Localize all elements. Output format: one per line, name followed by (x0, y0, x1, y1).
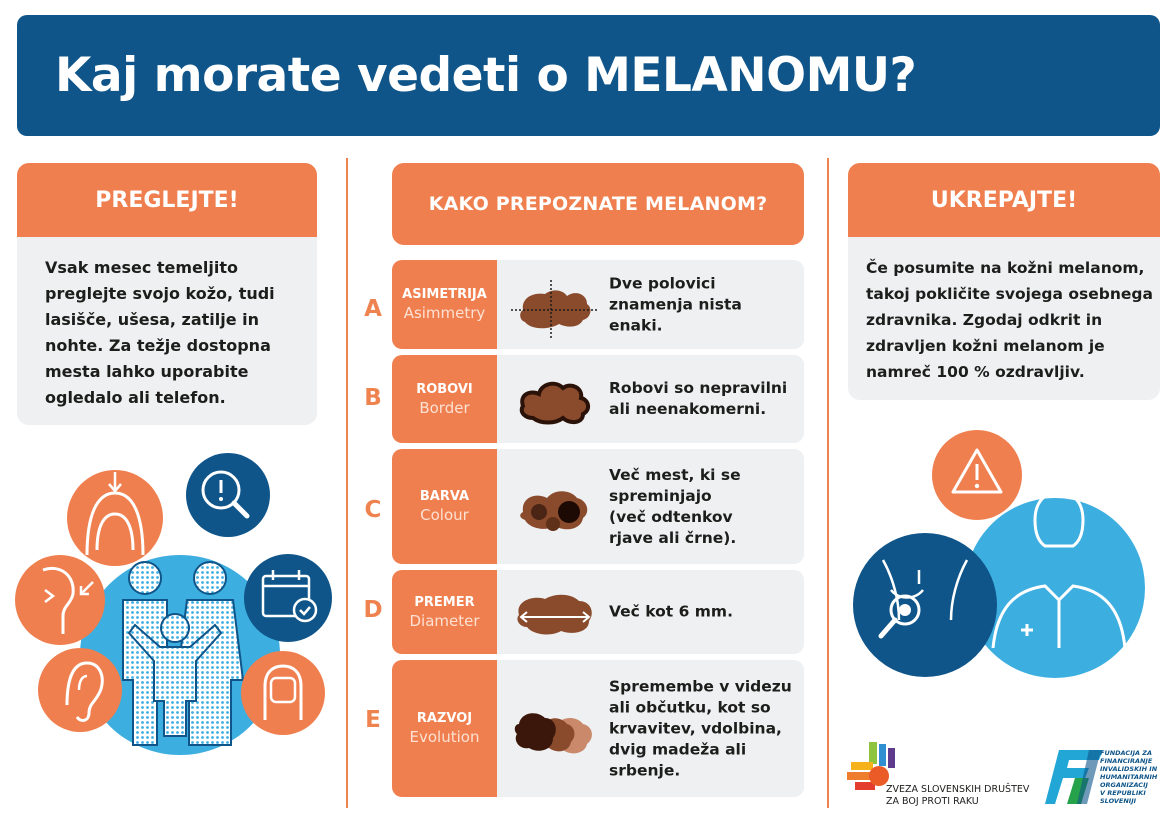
calendar-check-icon (244, 554, 332, 642)
row-letter: C (364, 497, 382, 523)
abcde-row-border (392, 355, 804, 443)
left-heading-text: PREGLEJTE! (95, 187, 239, 213)
multicolour-mole-icon (509, 472, 599, 542)
ear-icon (38, 648, 122, 732)
left-text-panel (17, 237, 317, 425)
row-label: ROBOVI (416, 381, 473, 397)
page-title: Kaj morate vedeti o MELANOMU? (55, 48, 917, 103)
column-divider-right (827, 158, 829, 808)
fund-line: ORGANIZACIJ (1100, 781, 1148, 789)
right-paragraph (866, 255, 1156, 385)
desc-line: Več mest, ki se (609, 465, 741, 484)
row-label-box (392, 660, 497, 797)
row-sublabel: Colour (420, 506, 469, 524)
row-description (609, 465, 794, 549)
left-line: mesta lahko uporabite (45, 362, 249, 381)
desc-line: enaki. (609, 316, 663, 334)
fund-line: FUNDACIJA ZA (1100, 749, 1153, 757)
left-line: preglejte svojo kožo, tudi (45, 284, 275, 303)
row-letter: A (364, 296, 382, 322)
row-description (609, 378, 794, 420)
body-check-icon (853, 533, 997, 677)
fundacija-logo-text (1100, 749, 1157, 805)
abcde-row-asymmetry (392, 260, 804, 349)
fingernail-icon (241, 651, 325, 735)
row-letter: B (364, 385, 382, 411)
self-exam-illustration (15, 450, 340, 790)
row-letter: E (365, 707, 381, 733)
desc-line: Robovi so nepravilni (609, 379, 788, 397)
row-sublabel: Evolution (409, 728, 480, 746)
left-line: Vsak mesec temeljito (45, 258, 238, 277)
doctor-consult-illustration (845, 430, 1160, 685)
left-line: nohte. Za težje dostopna (45, 336, 271, 355)
neck-check-icon (15, 555, 105, 645)
desc-line: srbenje. (609, 761, 681, 779)
row-body (497, 570, 804, 654)
row-body (497, 355, 804, 443)
right-line (866, 255, 1156, 281)
evolving-mole-icon (509, 694, 599, 764)
magnifier-alert-icon (186, 453, 270, 537)
right-line (866, 307, 1156, 333)
right-heading-text: UKREPAJTE! (930, 187, 1078, 213)
fund-line: INVALIDSKIH IN (1100, 765, 1158, 773)
scalp-icon (67, 470, 163, 566)
abcde-row-colour (392, 449, 804, 564)
fundacija-logo (1045, 748, 1107, 806)
right-line-plain: Če posumite na kožni melanom, (866, 259, 1145, 277)
row-label-box (392, 570, 497, 654)
middle-heading-text: KAKO PREPOZNATE MELANOM? (428, 193, 768, 215)
desc-line: dvig madeža ali (609, 740, 747, 758)
right-line (866, 359, 1156, 385)
desc-line: spreminjajo (609, 486, 712, 505)
right-line (866, 281, 1156, 307)
row-letter: D (363, 597, 383, 623)
abcde-row-diameter (392, 570, 804, 654)
zveza-line: ZA BOJ PROTI RAKU (886, 796, 979, 807)
row-body (497, 260, 804, 349)
desc-line: ali neenakomerni. (609, 400, 767, 418)
diameter-mole-icon (509, 577, 599, 647)
zveza-logo-text (886, 784, 1029, 808)
row-sublabel: Asimmetry (403, 304, 486, 322)
warning-icon (932, 430, 1022, 520)
right-line-strong: zdravljen kožni melanom je (866, 337, 1105, 355)
right-text-panel (848, 237, 1160, 400)
desc-line: ali občutku, kot so (609, 698, 771, 716)
row-label: PREMER (414, 594, 475, 610)
row-label: BARVA (419, 489, 470, 504)
desc-line: Dve polovici (609, 274, 716, 292)
desc-line: znamenja nista (609, 295, 742, 313)
middle-heading (392, 163, 804, 245)
right-heading (848, 163, 1160, 237)
desc-line: Več kot 6 mm. (609, 602, 733, 621)
row-sublabel: Border (419, 398, 470, 417)
right-line-plain: takoj pokličite svojega osebnega (866, 285, 1153, 303)
asymmetric-mole-icon (509, 270, 599, 340)
header-banner (17, 15, 1160, 136)
row-label-box (392, 355, 497, 443)
desc-line: rjave ali črne). (609, 528, 737, 547)
zveza-line: ZVEZA SLOVENSKIH DRUŠTEV (886, 784, 1030, 795)
column-divider-left (346, 158, 348, 808)
row-body (497, 660, 804, 797)
fund-line: HUMANITARNIH (1100, 773, 1158, 781)
row-description (609, 273, 794, 336)
row-description (609, 602, 794, 623)
right-line-strong: Zgodaj odkrit in (962, 311, 1103, 329)
desc-line: krvavitev, vdolbina, (609, 719, 782, 737)
left-heading (17, 163, 317, 237)
fund-line: V REPUBLIKI (1100, 789, 1146, 797)
irregular-border-mole-icon (509, 364, 599, 434)
row-description (609, 676, 794, 781)
abcde-row-evolution (392, 660, 804, 797)
fund-line: SLOVENIJI (1100, 797, 1137, 805)
desc-line: Spremembe v videzu (609, 677, 792, 695)
left-line: ogledalo ali telefon. (45, 388, 226, 407)
row-label: ASIMETRIJA (402, 287, 487, 302)
fund-line: FINANCIRANJE (1100, 757, 1153, 765)
right-line-strong: namreč 100 % ozdravljiv. (866, 363, 1085, 381)
desc-line: (več odtenkov (609, 507, 733, 526)
row-label-box (392, 260, 497, 349)
left-paragraph (45, 255, 305, 411)
row-label-box (392, 449, 497, 564)
row-body (497, 449, 804, 564)
left-line: lasišče, ušesa, zatilje in (45, 310, 260, 329)
row-sublabel: Diameter (409, 611, 480, 630)
right-line (866, 333, 1156, 359)
row-label: RAZVOJ (416, 711, 473, 726)
right-line-plain: zdravnika. (866, 311, 963, 329)
